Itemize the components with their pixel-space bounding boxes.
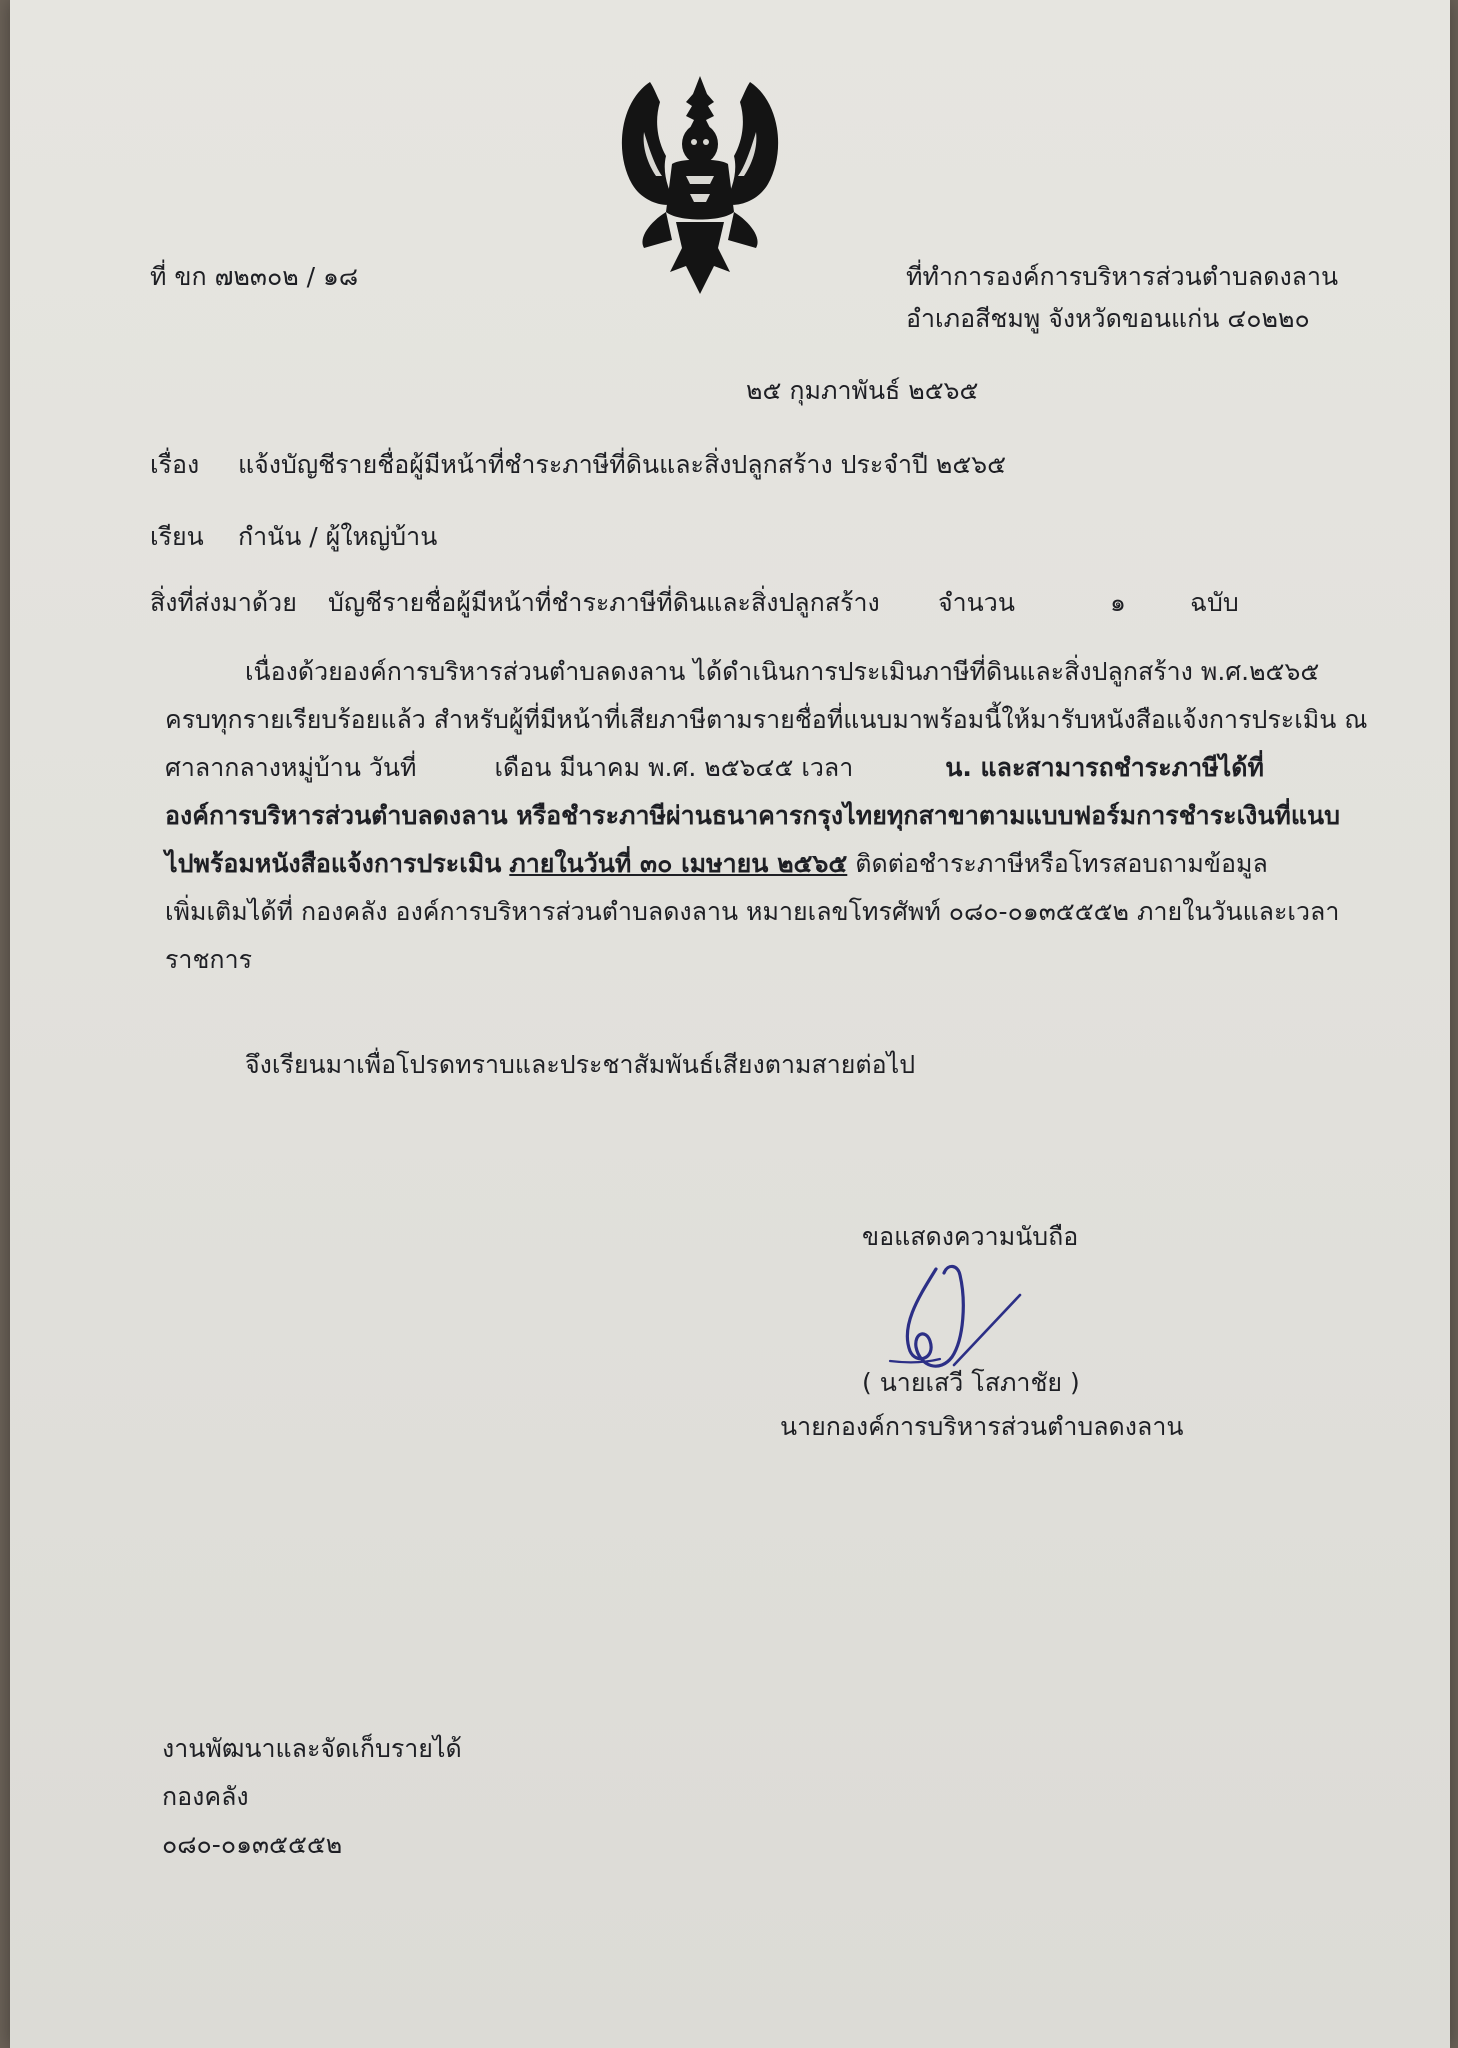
footer-division: กองคลัง [162,1782,249,1811]
enclosure-count: ๑ [1110,588,1126,617]
body-line-3-start: ศาลากลางหมู่บ้าน วันที่ [165,753,417,782]
body-line-5 [165,840,1335,888]
body-line-7: ราชการ [165,945,253,974]
footer-department: งานพัฒนาและจัดเก็บรายได้ [162,1734,462,1763]
signer-name: ( นายเสวี โสภาชัย ) [862,1368,1080,1397]
garuda-emblem-icon [610,72,790,298]
body-line-5-end: ติดต่อชำระภาษีหรือโทรสอบถามข้อมูล [855,849,1268,878]
subject-label: เรื่อง [150,450,200,479]
enclosure-text: บัญชีรายชื่อผู้มีหน้าที่ชำระภาษีที่ดินและสิ่งปลูกสร้าง [328,588,880,617]
subject-text: แจ้งบัญชีรายชื่อผู้มีหน้าที่ชำระภาษีที่ดินและสิ่งปลูกสร้าง ประจำปี ๒๕๖๕ [238,450,1007,479]
letter-date: ๒๕ กุมภาพันธ์ ๒๕๖๕ [746,376,979,405]
enclosure-label: สิ่งที่ส่งมาด้วย [150,588,297,617]
body-paragraph [165,648,1368,984]
payment-deadline: ภายในวันที่ ๓๐ เมษายน ๒๕๖๕ [509,849,848,878]
regards-text: ขอแสดงความนับถือ [862,1222,1079,1251]
body-line-5-start: ไปพร้อมหนังสือแจ้งการประเมิน [165,849,502,878]
closing-paragraph: จึงเรียนมาเพื่อโปรดทราบและประชาสัมพันธ์เสียงตามสายต่อไป [245,1050,916,1079]
body-line-6: เพิ่มเติมได้ที่ กองคลัง องค์การบริหารส่วนตำบลดงลาน หมายเลขโทรศัพท์ ๐๘๐-๐๑๓๕๕๕๒ ภายในวันและเวลา [165,897,1340,926]
signature-icon [870,1255,1040,1385]
reference-number: ที่ ขก ๗๒๓๐๒ / ๑๘ [150,262,359,291]
body-line-3-payment: น. และสามารถชำระภาษีได้ที่ [945,753,1264,782]
enclosure-count-label: จำนวน [938,588,1015,617]
letter-page [10,0,1450,2048]
office-address-line-1: ที่ทำการองค์การบริหารส่วนตำบลดงลาน [906,262,1339,291]
body-line-1: เนื่องด้วยองค์การบริหารส่วนตำบลดงลาน ได้ดำเนินการประเมินภาษีที่ดินและสิ่งปลูกสร้าง พ.ศ.๒๕๖๕ [245,657,1320,686]
footer-phone: ๐๘๐-๐๑๓๕๕๕๒ [162,1830,343,1859]
enclosure-unit: ฉบับ [1190,588,1239,617]
signer-title: นายกองค์การบริหารส่วนตำบลดงลาน [780,1412,1184,1441]
body-line-3 [165,744,1335,792]
recipient-text: กำนัน / ผู้ใหญ่บ้าน [238,522,438,551]
body-line-3-month: เดือน มีนาคม พ.ศ. ๒๕๖๔๕ เวลา [494,753,854,782]
body-line-2: ครบทุกรายเรียบร้อยแล้ว สำหรับผู้ที่มีหน้าที่เสียภาษีตามรายชื่อที่แนบมาพร้อมนี้ให้มารับหนังสือแจ้งการประเมิน ณ [165,705,1368,734]
office-address-line-2: อำเภอสีชมพู จังหวัดขอนแก่น ๔๐๒๒๐ [906,304,1310,333]
body-line-4: องค์การบริหารส่วนตำบลดงลาน หรือชำระภาษีผ่านธนาคารกรุงไทยทุกสาขาตามแบบฟอร์มการชำระเงินที่แนบ [165,801,1340,830]
recipient-label: เรียน [150,522,204,551]
